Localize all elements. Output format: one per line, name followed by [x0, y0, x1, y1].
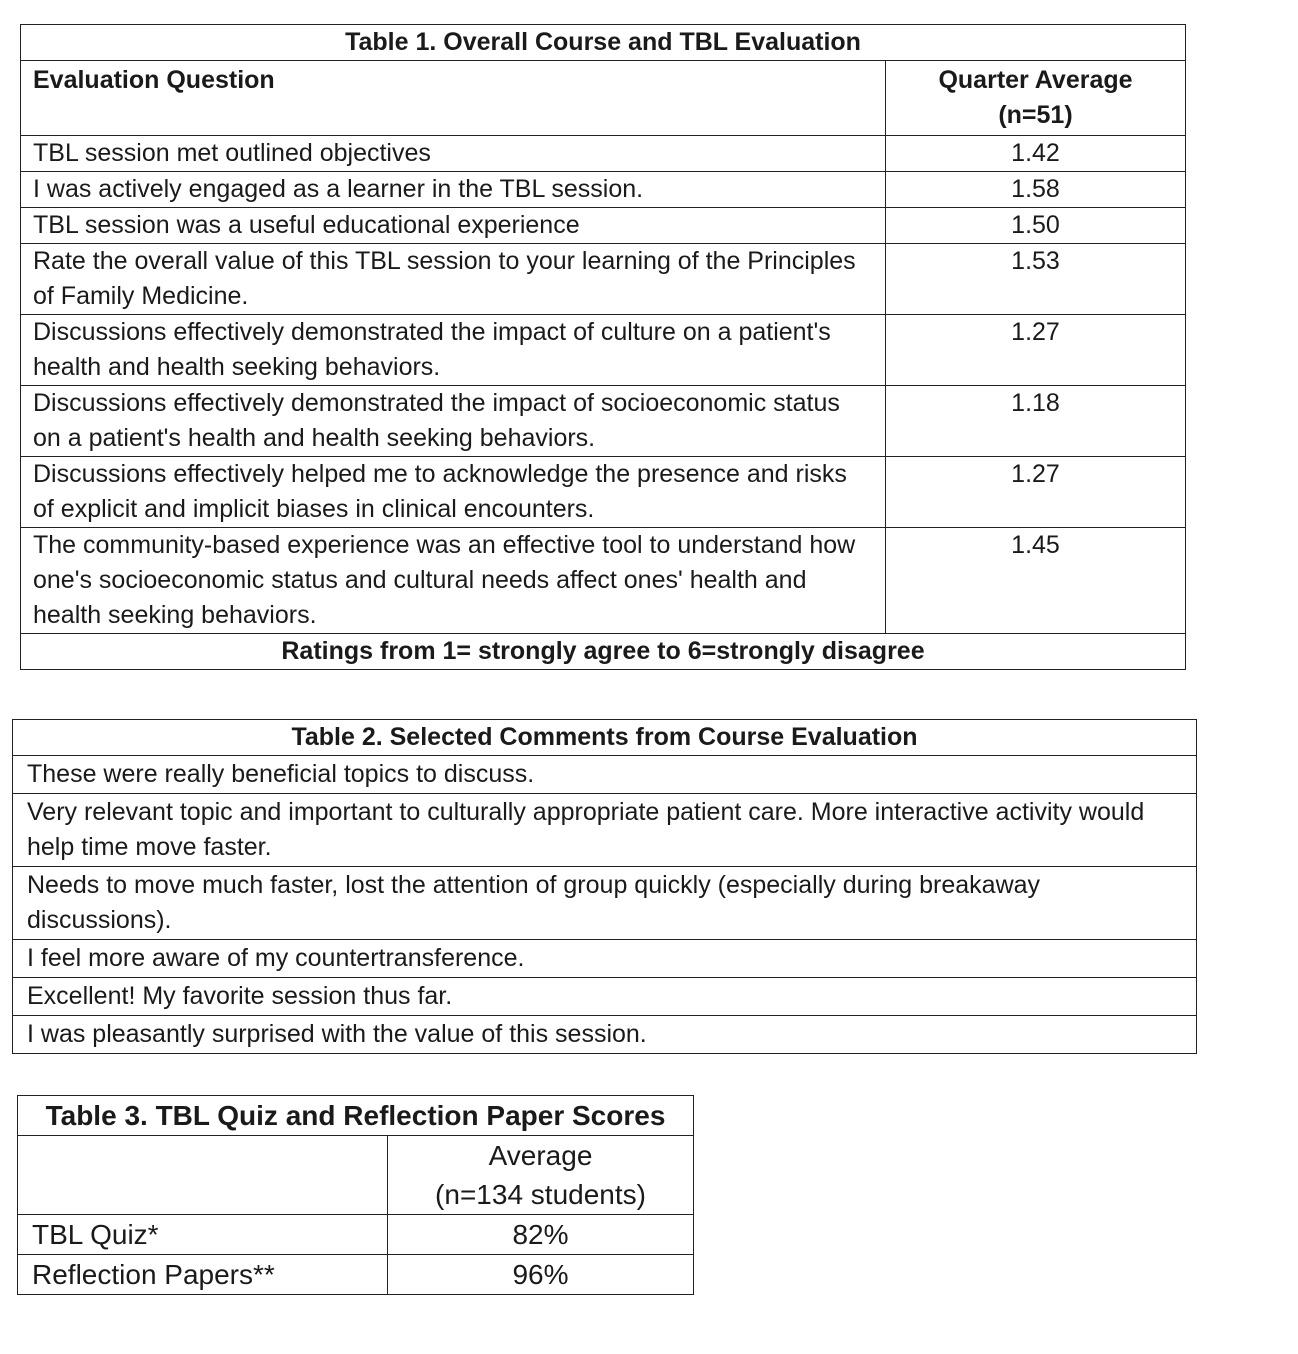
evaluation-question: Discussions effectively demonstrated the impact of socioeconomic status on a patient's health and health seeking behaviors. [21, 386, 886, 457]
quarter-average-value: 1.53 [886, 244, 1186, 315]
table-row [13, 867, 1197, 940]
evaluation-question: I was actively engaged as a learner in the TBL session. [21, 172, 886, 208]
table-row [13, 794, 1197, 867]
table-row [21, 244, 1186, 315]
table-row [21, 136, 1186, 172]
rating-scale-note: Ratings from 1= strongly agree to 6=strongly disagree [21, 634, 1186, 670]
table2-title: Table 2. Selected Comments from Course Evaluation [13, 720, 1197, 756]
evaluation-question: The community-based experience was an effective tool to understand how one's socioeconomic status and cultural needs affect ones' health and health seeking behaviors. [21, 528, 886, 634]
score-label: Reflection Papers** [18, 1255, 388, 1295]
table-row [21, 386, 1186, 457]
score-label: TBL Quiz* [18, 1215, 388, 1255]
evaluation-question: Discussions effectively demonstrated the impact of culture on a patient's health and health seeking behaviors. [21, 315, 886, 386]
column-header-average-line1: Quarter Average [938, 66, 1133, 94]
evaluation-question: Discussions effectively helped me to acknowledge the presence and risks of explicit and implicit biases in clinical encounters. [21, 457, 886, 528]
comment-text: These were really beneficial topics to discuss. [13, 756, 1197, 794]
quarter-average-value: 1.58 [886, 172, 1186, 208]
table-row [21, 172, 1186, 208]
quarter-average-value: 1.45 [886, 528, 1186, 634]
table-row [21, 457, 1186, 528]
table-row [13, 978, 1197, 1016]
column-header-average-line2: (n=51) [998, 101, 1073, 129]
quiz-scores-table [17, 1095, 694, 1295]
column-header-question: Evaluation Question [21, 61, 886, 136]
comment-text: Needs to move much faster, lost the attention of group quickly (especially during breakaway discussions). [13, 867, 1197, 940]
evaluation-question: Rate the overall value of this TBL session to your learning of the Principles of Family Medicine. [21, 244, 886, 315]
evaluation-question: TBL session met outlined objectives [21, 136, 886, 172]
comment-text: I was pleasantly surprised with the value of this session. [13, 1016, 1197, 1054]
table-row [21, 208, 1186, 244]
table-row [21, 315, 1186, 386]
course-evaluation-table [20, 24, 1186, 670]
table3-title: Table 3. TBL Quiz and Reflection Paper Scores [18, 1096, 694, 1136]
quarter-average-value: 1.27 [886, 315, 1186, 386]
comment-text: I feel more aware of my countertransference. [13, 940, 1197, 978]
score-value: 96% [388, 1255, 694, 1295]
column-header-average-line1: Average [488, 1140, 593, 1171]
quarter-average-value: 1.18 [886, 386, 1186, 457]
table-row [13, 1016, 1197, 1054]
quarter-average-value: 1.50 [886, 208, 1186, 244]
score-value: 82% [388, 1215, 694, 1255]
table-row [18, 1255, 694, 1295]
comment-text: Excellent! My favorite session thus far. [13, 978, 1197, 1016]
empty-header-cell [18, 1136, 388, 1215]
table-row [13, 756, 1197, 794]
evaluation-question: TBL session was a useful educational experience [21, 208, 886, 244]
table-row [21, 528, 1186, 634]
quarter-average-value: 1.42 [886, 136, 1186, 172]
column-header-average [388, 1136, 694, 1215]
table-row [18, 1215, 694, 1255]
table-row [13, 940, 1197, 978]
quarter-average-value: 1.27 [886, 457, 1186, 528]
comment-text: Very relevant topic and important to culturally appropriate patient care. More interactive activity would help time move faster. [13, 794, 1197, 867]
column-header-average [886, 61, 1186, 136]
comments-table [12, 719, 1197, 1054]
table1-title: Table 1. Overall Course and TBL Evaluation [21, 25, 1186, 61]
column-header-average-line2: (n=134 students) [435, 1179, 646, 1210]
